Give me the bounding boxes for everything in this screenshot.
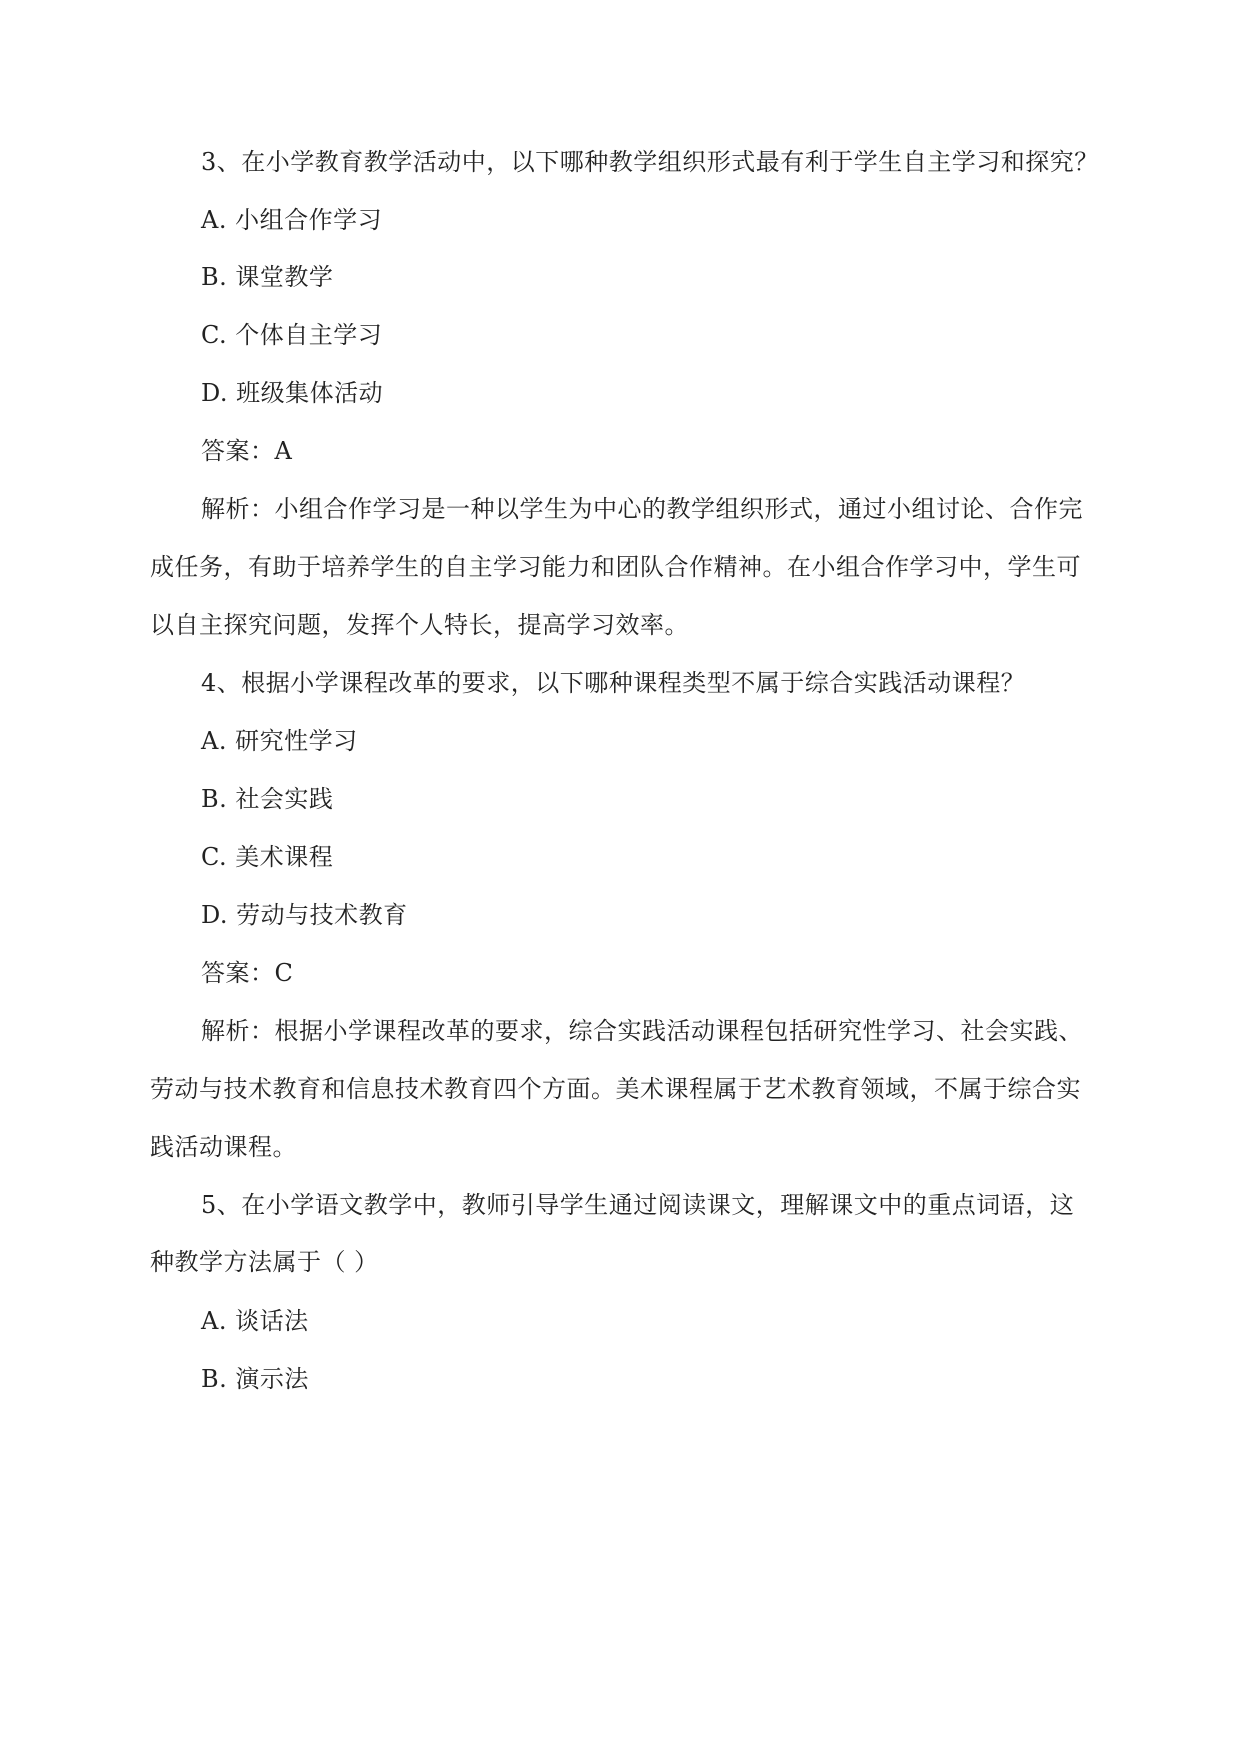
question-4-analysis-line-3: 践活动课程。 [150,1133,297,1161]
question-3-option-d: D. 班级集体活动 [201,379,384,407]
question-5-stem-line-1: 5、在小学语文教学中，教师引导学生通过阅读课文，理解课文中的重点词语，这 [201,1191,1075,1219]
question-4-stem: 4、根据小学课程改革的要求，以下哪种课程类型不属于综合实践活动课程？ [201,669,1026,697]
question-5-option-a: A. 谈话法 [201,1307,309,1335]
question-3-analysis-line-3: 以自主探究问题，发挥个人特长，提高学习效率。 [150,611,689,639]
question-4-answer: 答案：C [201,959,294,987]
question-3-option-c: C. 个体自主学习 [201,321,383,349]
question-3-analysis-line-1: 解析：小组合作学习是一种以学生为中心的教学组织形式，通过小组讨论、合作完 [201,495,1083,523]
question-3-answer: 答案：A [201,437,293,465]
question-3-option-a: A. 小组合作学习 [201,206,383,234]
question-4-option-d: D. 劳动与技术教育 [201,901,408,929]
question-5-stem-line-2: 种教学方法属于（ ） [150,1248,379,1276]
question-4-option-b: B. 社会实践 [201,785,334,813]
question-3-analysis-line-2: 成任务，有助于培养学生的自主学习能力和团队合作精神。在小组合作学习中，学生可 [150,553,1081,581]
question-3-stem: 3、在小学教育教学活动中，以下哪种教学组织形式最有利于学生自主学习和探究？ [201,148,1099,176]
question-5-option-b: B. 演示法 [201,1365,309,1393]
question-4-option-c: C. 美术课程 [201,843,334,871]
question-3-option-b: B. 课堂教学 [201,263,334,291]
question-4-analysis-line-2: 劳动与技术教育和信息技术教育四个方面。美术课程属于艺术教育领域，不属于综合实 [150,1075,1081,1103]
question-4-analysis-line-1: 解析：根据小学课程改革的要求，综合实践活动课程包括研究性学习、社会实践、 [201,1017,1083,1045]
question-4-option-a: A. 研究性学习 [201,727,358,755]
